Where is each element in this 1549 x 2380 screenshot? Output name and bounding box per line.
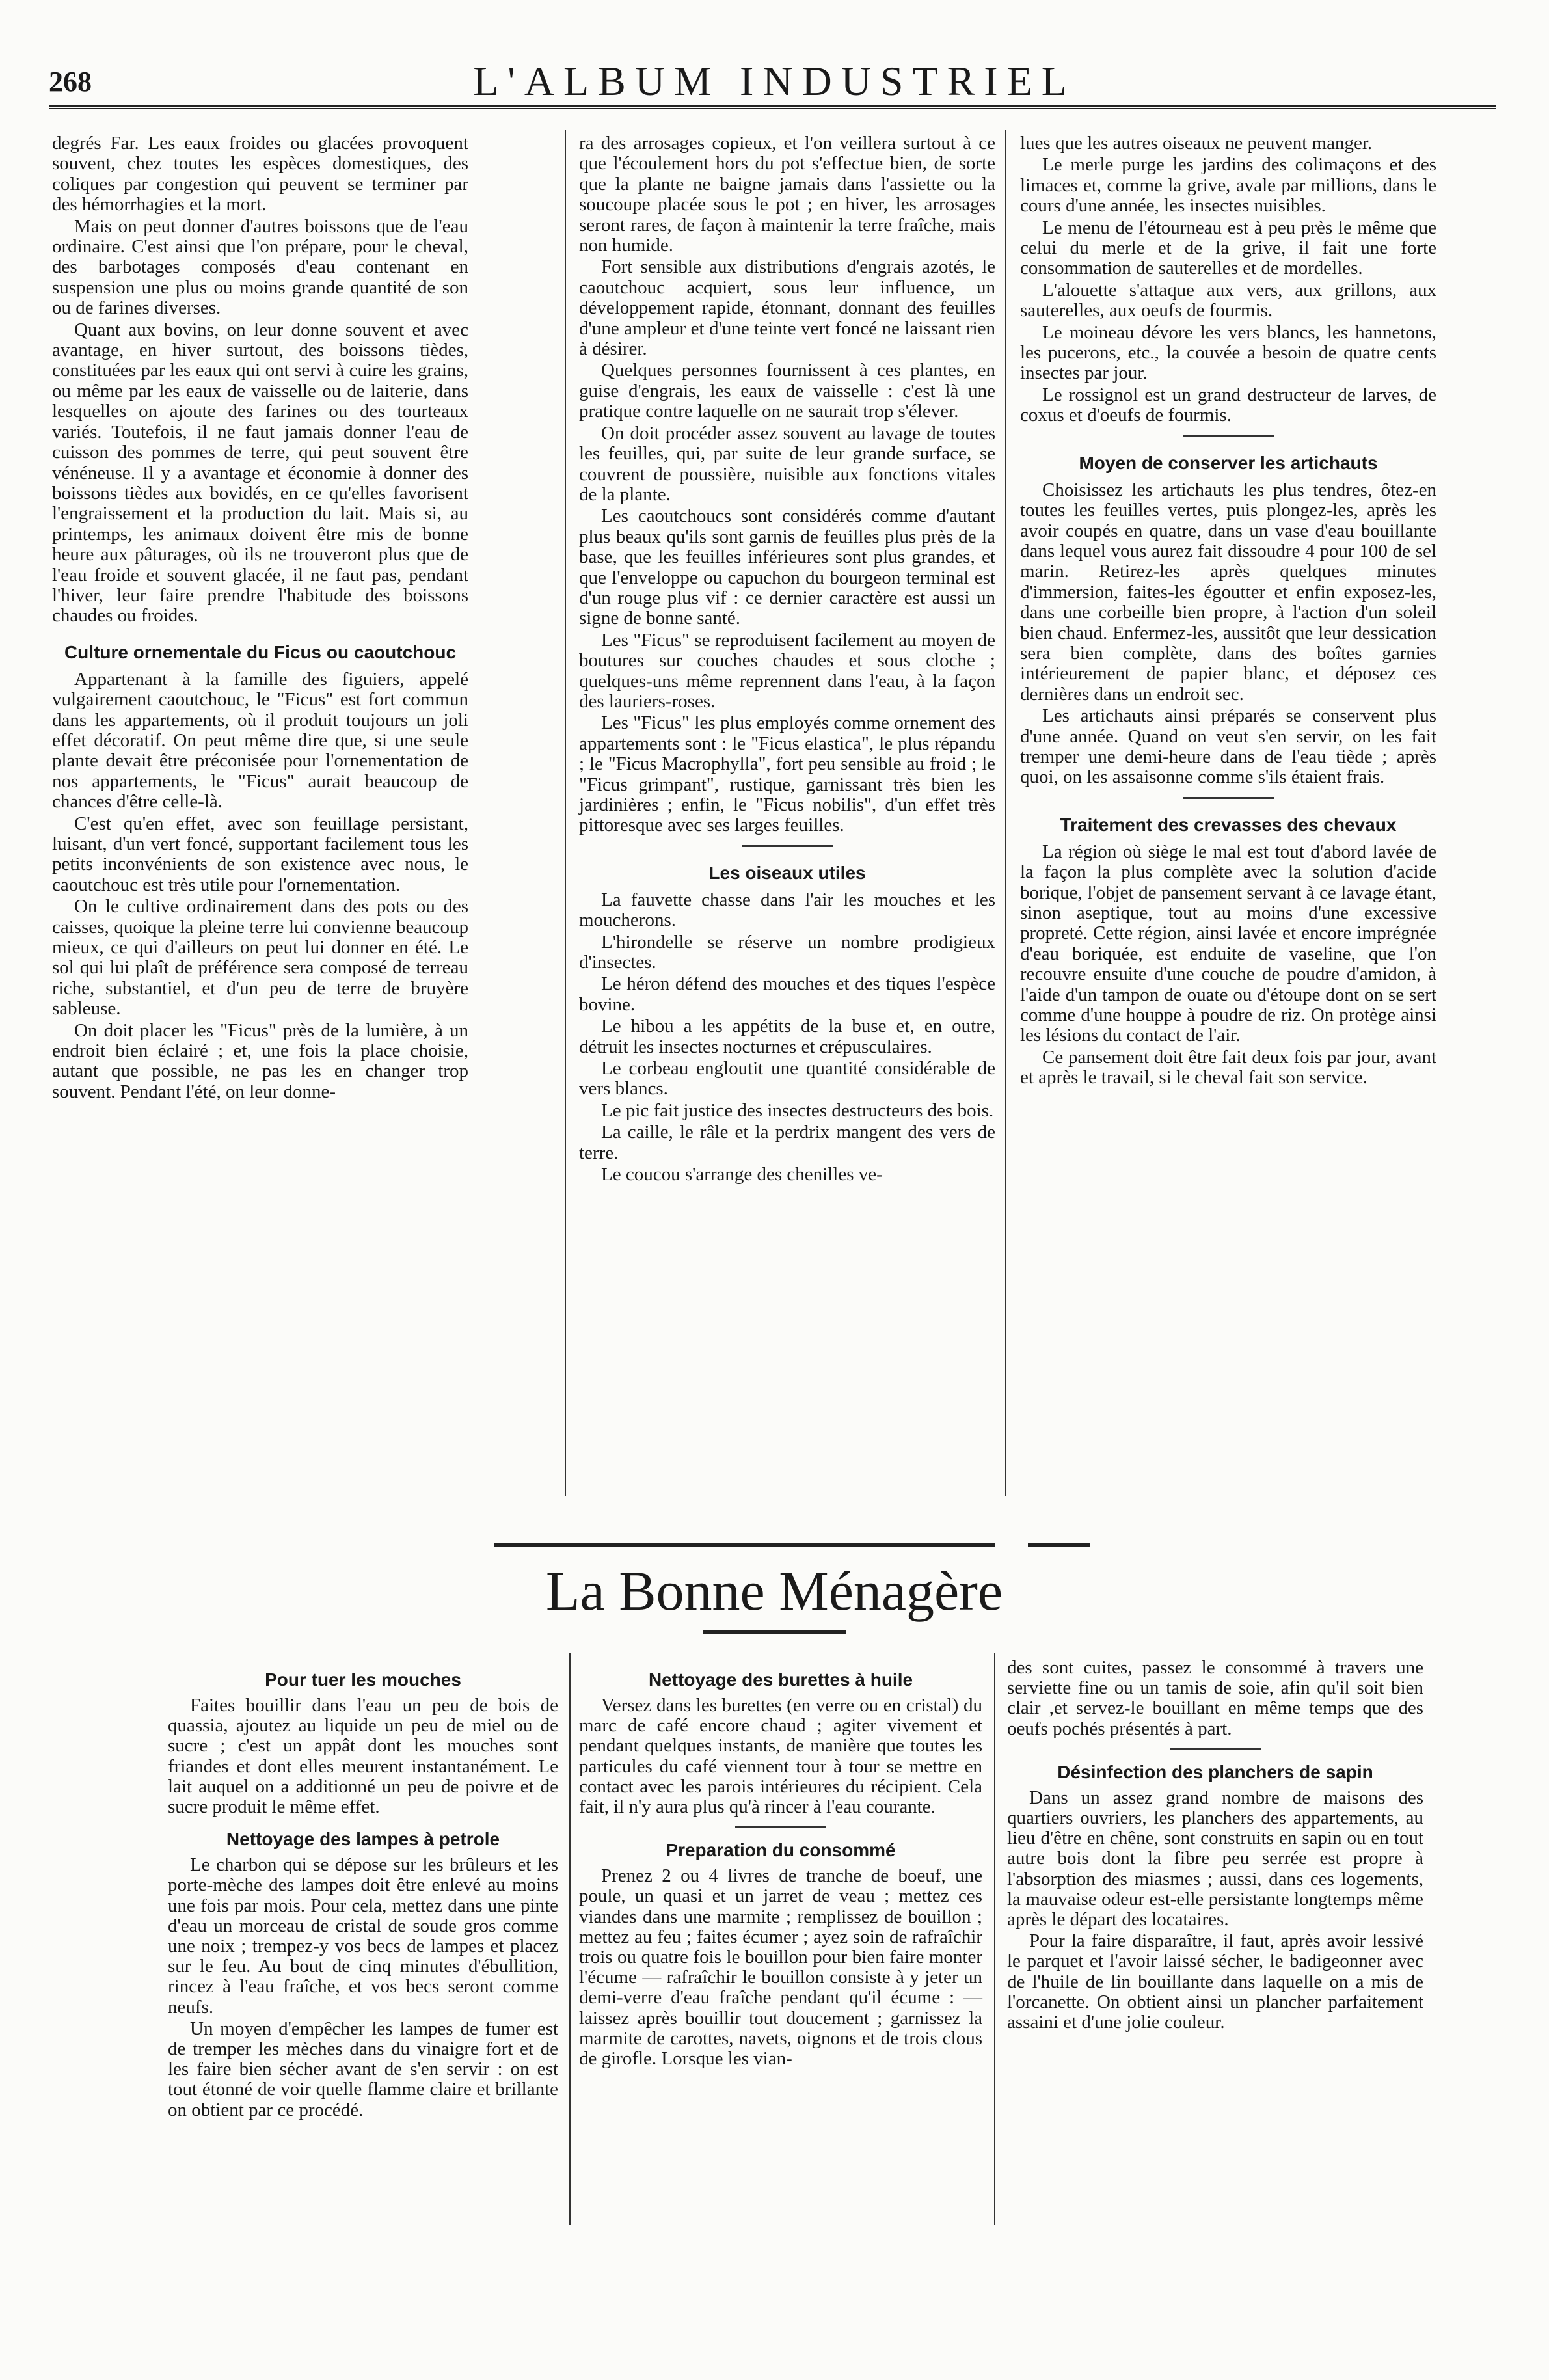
section-heading-lampes: Nettoyage des lampes à petrole [226, 1829, 500, 1850]
section-heading-sapin: Désinfection des planchers de sapin [1057, 1761, 1373, 1782]
column-divider [994, 1653, 995, 2225]
paragraph: Mais on peut donner d'autres boissons que de l'eau ordinaire. C'est ainsi que l'on prépare, pour le cheval, des barbotages composés d'eau contenant en suspension une plus ou moins grande quantité de son ou de farines diverses. [52, 215, 468, 319]
paragraph: Le charbon qui se dépose sur les brûleurs et les porte-mèche des lampes doit être enlevé au moins une fois par mois. Pour cela, mettez dans une pinte d'eau un morceau de cristal de soude gros comme une noix ; trempez-y vos becs de lampes et placez sur le feu. Au bout de cinq minutes d'ébullition, rincez à l'eau fraîche, et vos becs seront comme neufs. [168, 1854, 558, 2018]
paragraph: On le cultive ordinairement dans des pots ou des caisses, quoique la pleine terre lui convienne beaucoup mieux, ce qui d'ailleurs on peut lui donner en été. Le sol qui lui plaît de préférence sera composé de terreau riche, substantiel, et d'un peu de terre de bruyère sableuse. [52, 896, 468, 1020]
paragraph: Prenez 2 ou 4 livres de tranche de boeuf, une poule, un quasi et un jarret de veau ; mettez ces viandes dans une marmite ; remplissez de bouillon ; mettez au feu ; faites écumer ; ayez soin de rafraîchir trois ou quatre fois le bouillon pour bien faire monter l'écume — rafraîchir le bouillon consiste à y jeter un demi-verre d'eau fraîche pendant qu'il écume : — laissez après bouillir tout doucement ; garnissez la marmite de carottes, navets, oignons et de trois clous de girofle. Lorsque les vian- [579, 1865, 982, 2070]
page-number: 268 [49, 66, 92, 98]
paragraph: Quant aux bovins, on leur donne souvent et avec avantage, en hiver surtout, des boissons tièdes, constituées par les eaux qui ont servi à cuire les grains, ou même par les eaux de vaisselle ou de laiterie, dans lesquelles on ajoute des farines ou des tourteaux variés. Toutefois, il ne faut jamais donner l'eau de cuisson des pommes de terre, qui peut souvent être vénéneuse. Il y a avantage et économie à donner des boissons tièdes aux bovidés, en ce qu'elles favorisent l'engraissement et la production du lait. Mais si, au printemps, les animaux doivent être mis de bonne heure aux pâturages, où ils ne trouveront plus que de l'eau froide et souvent glacée, il ne faut pas, pendant l'hiver, leur faire prendre l'habitude des boissons chaudes ou froides. [52, 319, 468, 627]
section-heading-burettes: Nettoyage des burettes à huile [648, 1670, 913, 1690]
section-rule [1183, 797, 1274, 799]
paragraph: Le corbeau engloutit une quantité considérable de vers blancs. [579, 1058, 995, 1100]
paragraph: C'est qu'en effet, avec son feuillage persistant, luisant, d'un vert foncé, supportant facilement tous les petits inconvénients de son existence avec nous, le caoutchouc est très utile pour l'ornementation. [52, 813, 468, 895]
section-heading-consomme: Preparation du consommé [666, 1840, 896, 1861]
paragraph: La région où siège le mal est tout d'abord lavée de la façon la plus complète avec la solution d'acide borique, l'objet de pansement servant à ce lavage étant, sinon aseptique, tout au moins d'une excessive propreté. Cette région, ainsi lavée et encore imprégnée d'eau boriquée, est enduite de vaseline, que l'on recouvre ensuite d'une couche de poudre d'amidon, à l'aide d'un tampon de ouate ou d'étoupe dont on se sert comme d'une houppe à poudre de riz. On protège ainsi les lésions du contact de l'air. [1020, 841, 1436, 1046]
bonne-column-3 [1007, 1658, 1423, 2034]
paragraph: Le moineau dévore les vers blancs, les hannetons, les pucerons, etc., la couvée a besoin de quatre cents insectes par jour. [1020, 321, 1436, 384]
section-rule [742, 845, 833, 847]
paragraph: Le pic fait justice des insectes destructeurs des bois. [601, 1100, 994, 1121]
paragraph: des sont cuites, passez le consommé à travers une serviette fine ou un tamis de soie, afin qu'il soit bien clair ,et servez-le bouillant en même temps que des oeufs pochés présentés à part. [1007, 1657, 1423, 1739]
paragraph: La caille, le râle et la perdrix mangent des vers de terre. [579, 1122, 995, 1163]
paragraph: Le hibou a les appétits de la buse et, en outre, détruit les insectes nocturnes et crépusculaires. [579, 1016, 995, 1057]
paragraph: L'alouette s'attaque aux vers, aux grillons, aux sauterelles, aux oeufs de fourmis. [1020, 279, 1436, 321]
paragraph: Un moyen d'empêcher les lampes de fumer est de tremper les mèches dans du vinaigre fort et de les faire bien sécher avant de s'en servir : on est tout étonné de voir quelle flamme claire et brillante on obtient par ce procédé. [168, 2018, 558, 2120]
section-heading-oiseaux: Les oiseaux utiles [708, 862, 866, 883]
paragraph: Quelques personnes fournissent à ces plantes, en guise d'engrais, les eaux de vaisselle : c'est là une pratique contre laquelle on ne saurait trop s'élever. [579, 360, 995, 422]
paragraph: Le coucou s'arrange des chenilles ve- [601, 1164, 883, 1185]
section-rule [1170, 1748, 1261, 1750]
paragraph: Les caoutchoucs sont considérés comme d'autant plus beaux qu'ils sont garnis de feuilles plus près de la base, que les feuilles inférieures sont plus grandes, et que l'enveloppe ou capuchon du bourgeon terminal est d'un rouge plus vif : ce dernier caractère est aussi un signe de bonne santé. [579, 506, 995, 629]
header-rule [49, 105, 1496, 109]
paragraph: Les artichauts ainsi préparés se conservent plus d'une année. Quand on veut s'en servir, on les fait tremper une demi-heure dans de l'eau tiède ; après quoi, on les assaisonne comme s'ils étaient frais. [1020, 705, 1436, 788]
paragraph: Pour la faire disparaître, il faut, après avoir lessivé le parquet et l'avoir laissé sécher, le badigeonner avec de l'huile de lin bouillante dans laquelle on a mis de l'orcanette. On obtient ainsi un plancher parfaitement assaini et d'une jolie couleur. [1007, 1930, 1423, 2033]
paragraph: Le menu de l'étourneau est à peu près le même que celui du merle et de la grive, il fait une forte consommation de sauterelles et de mordelles. [1020, 217, 1436, 279]
paragraph: Ce pansement doit être fait deux fois par jour, avant et après le travail, si le cheval fait son service. [1020, 1046, 1436, 1089]
column-divider [569, 1653, 571, 2225]
paragraph: Faites bouillir dans l'eau un peu de bois de quassia, ajoutez au liquide un peu de miel ou de sucre ; c'est un appât dont les mouches sont friandes et dont elles meurent instantanément. Le lait auquel on a additionné un peu de poivre et de sucre produit le même effet. [168, 1695, 558, 1818]
section-heading-crevasses: Traitement des crevasses des chevaux [1060, 814, 1397, 835]
section-divider [494, 1543, 995, 1547]
paragraph: Choisissez les artichauts les plus tendres, ôtez-en toutes les feuilles vertes, puis plongez-les, après les avoir coupés en quatre, dans un vase d'eau bouillante dans lequel vous aurez fait dissoudre 4 pour 100 de sel marin. Retirez-les après quelques minutes d'immersion, faites-les égoutter et enfin exposez-les, dans une corbeille bien propre, à l'action d'un soleil bien chaud. Enfermez-les, aussitôt que leur dessication sera bien complète, dans des boîtes garnies intérieurement de papier blanc, et déposez ces dernières dans un endroit sec. [1020, 479, 1436, 705]
section-heading-ficus: Culture ornementale du Ficus ou caoutchouc [64, 642, 457, 662]
section-divider-short [1028, 1543, 1090, 1547]
paragraph: Appartenant à la famille des figuiers, appelé vulgairement caoutchouc, le "Ficus" est fort commun dans les appartements, où il produit toujours un joli effet décoratif. On peut même dire que, si une seule plante devait être préconisée pour l'ornementation de nos appartements, le "Ficus" aurait beaucoup de chances d'être celle-là. [52, 668, 468, 813]
paragraph: Le merle purge les jardins des colimaçons et des limaces et, comme la grive, avale par millions, dans le cours d'une année, les insectes nuisibles. [1020, 154, 1436, 217]
paragraph: lues que les autres oiseaux ne peuvent manger. [1020, 133, 1373, 154]
paragraph: Les "Ficus" se reproduisent facilement au moyen de boutures sur couches chaudes et sous cloche ; quelques-uns même reprennent dans l'eau, à la façon des lauriers-roses. [579, 629, 995, 712]
section-heading-artichauts: Moyen de conserver les artichauts [1079, 452, 1378, 473]
paragraph: Dans un assez grand nombre de maisons des quartiers ouvriers, les planchers des appartements, au lieu d'être en chêne, sont construits en sapin ou en tout autre bois dont la fibre peu serrée est propre à l'absorption des miasmes ; aussi, dans ces logements, la mauvaise odeur est-elle persistante longtemps même après le départ des locataires. [1007, 1787, 1423, 1930]
paragraph: Le rossignol est un grand destructeur de larves, de coxus et d'oeufs de fourmis. [1020, 384, 1436, 426]
paragraph: Le héron défend des mouches et des tiques l'espèce bovine. [579, 973, 995, 1015]
paragraph: Les "Ficus" les plus employés comme ornement des appartements sont : le "Ficus elastica", le plus répandu ; le "Ficus Macrophylla", fort peu sensible au froid ; le "Ficus grimpant", rustique, garnissant très bien les jardinières ; enfin, le "Ficus nobilis", d'un effet très pittoresque avec ses larges feuilles. [579, 712, 995, 836]
column-1 [52, 133, 468, 1103]
paragraph: Versez dans les burettes (en verre ou en cristal) du marc de café encore chaud ; agiter vivement et pendant quelques instants, de manière que toutes les particules du café viennent tour à tour se mettre en contact avec les parois intérieures du récipient. Cela fait, il n'y aura plus qu'à rincer à l'eau courante. [579, 1695, 982, 1818]
section-heading-mouches: Pour tuer les mouches [265, 1670, 461, 1690]
running-title: L'ALBUM INDUSTRIEL [473, 58, 1076, 104]
bonne-column-2 [579, 1658, 982, 2070]
bonne-column-1 [168, 1658, 558, 2122]
paragraph: ra des arrosages copieux, et l'on veillera surtout à ce que l'écoulement hors du pot s'effectue bien, de sorte que la plante ne baigne jamais dans l'assiette ou la soucoupe placée sous le pot ; en hiver, les arrosages seront rares, de façon à maintenir la terre fraîche, mais non humide. [579, 133, 995, 256]
column-3 [1020, 133, 1436, 1090]
section-rule [1183, 435, 1274, 437]
section-rule [735, 1826, 826, 1828]
paragraph: degrés Far. Les eaux froides ou glacées provoquent souvent, chez toutes les espèces domestiques, des coliques par congestion qui peuvent se terminer par des hémorrhagies et la mort. [52, 133, 468, 215]
column-2 [579, 133, 995, 1187]
paragraph: La fauvette chasse dans l'air les mouches et les moucherons. [579, 889, 995, 931]
title-rule [703, 1630, 846, 1634]
paragraph: L'hirondelle se réserve un nombre prodigieux d'insectes. [579, 931, 995, 973]
paragraph: On doit placer les "Ficus" près de la lumière, à un endroit bien éclairé ; et, une fois la place choisie, autant que possible, ne pas les en changer trop souvent. Pendant l'été, on leur donne- [52, 1020, 468, 1102]
column-divider [565, 130, 566, 1496]
paragraph: Fort sensible aux distributions d'engrais azotés, le caoutchouc acquiert, sous leur influence, un développement rapide, étonnant, donnant des feuilles d'une ampleur et d'une teinte vert foncé ne laissant rien à désirer. [579, 256, 995, 360]
section-title-bonne-menagere: La Bonne Ménagère [545, 1560, 1003, 1622]
column-divider [1005, 130, 1006, 1496]
paragraph: On doit procéder assez souvent au lavage de toutes les feuilles, qui, par suite de leur grande surface, se couvrent de poussière, nuisible aux fonctions vitales de la plante. [579, 422, 995, 505]
